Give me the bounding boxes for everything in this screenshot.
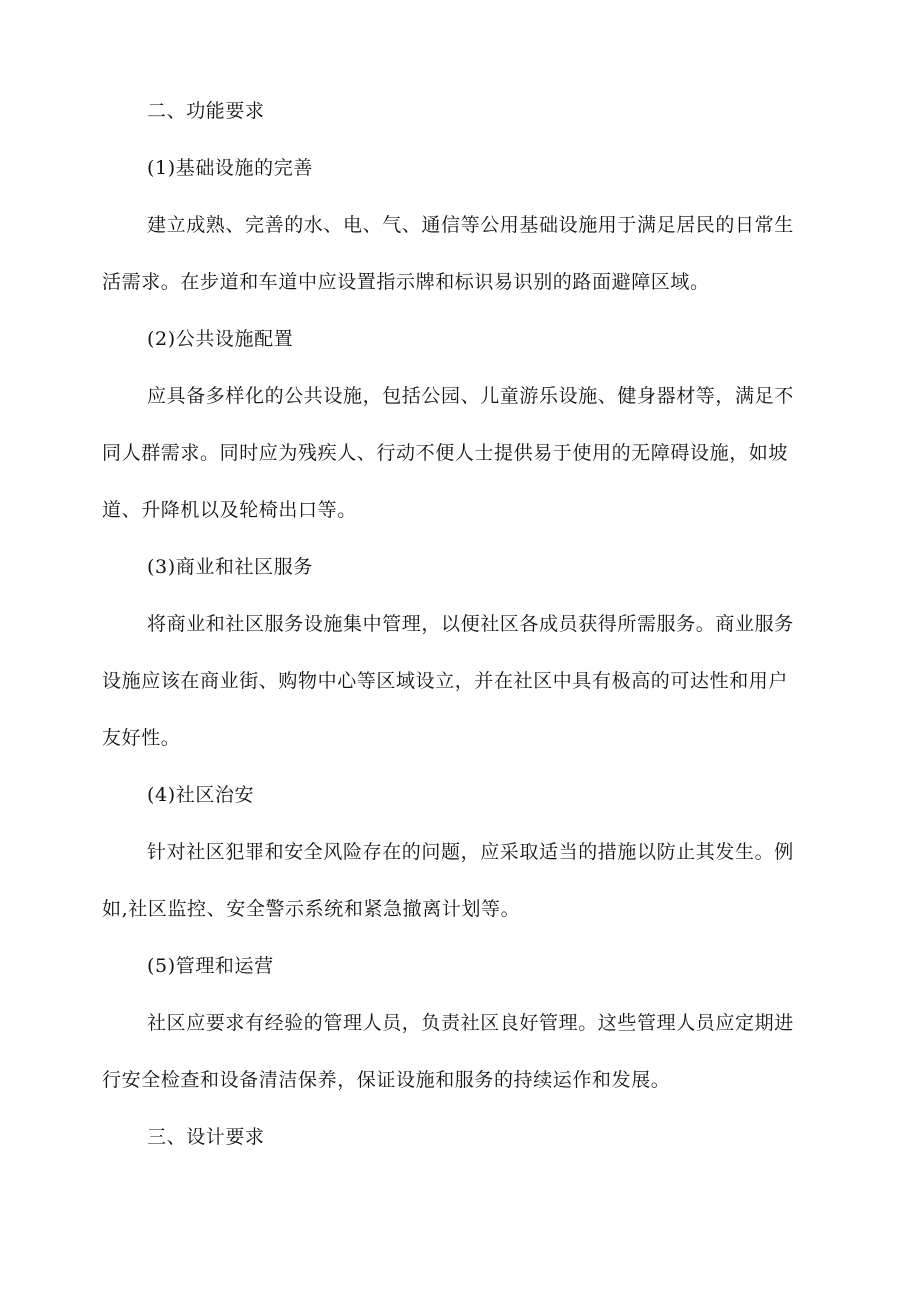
paragraph-commercial-line-1: 将商业和社区服务设施集中管理，以便社区各成员获得所需服务。商业服务 bbox=[147, 613, 794, 635]
subheading-community-security: (4)社区治安 bbox=[147, 784, 255, 806]
paragraph-infrastructure-line-2: 活需求。在步道和车道中应设置指示牌和标识易识别的路面避障区域。 bbox=[102, 271, 710, 293]
paragraph-infrastructure-line-1: 建立成熟、完善的水、电、气、通信等公用基础设施用于满足居民的日常生 bbox=[147, 214, 794, 236]
section-heading-design-requirements: 三、设计要求 bbox=[147, 1126, 265, 1148]
section-heading-functional-requirements: 二、功能要求 bbox=[147, 100, 265, 122]
subheading-public-facilities: (2)公共设施配置 bbox=[147, 328, 294, 350]
paragraph-public-facilities-line-2: 同人群需求。同时应为残疾人、行动不便人士提供易于使用的无障碍设施，如坡 bbox=[102, 442, 789, 464]
paragraph-public-facilities-line-1: 应具备多样化的公共设施，包括公园、儿童游乐设施、健身器材等，满足不 bbox=[147, 385, 794, 407]
paragraph-security-line-1: 针对社区犯罪和安全风险存在的问题，应采取适当的措施以防止其发生。例 bbox=[147, 841, 794, 863]
subheading-infrastructure: (1)基础设施的完善 bbox=[147, 157, 313, 179]
paragraph-commercial-line-3: 友好性。 bbox=[102, 727, 181, 749]
paragraph-management-line-2: 行安全检查和设备清洁保养，保证设施和服务的持续运作和发展。 bbox=[102, 1069, 671, 1091]
subheading-management-operations: (5)管理和运营 bbox=[147, 955, 274, 977]
paragraph-management-line-1: 社区应要求有经验的管理人员，负责社区良好管理。这些管理人员应定期进 bbox=[147, 1012, 794, 1034]
subheading-commercial-community-services: (3)商业和社区服务 bbox=[147, 556, 313, 578]
document-body bbox=[102, 88, 822, 1171]
paragraph-security-line-2: 如,社区监控、安全警示系统和紧急撤离计划等。 bbox=[102, 898, 521, 920]
paragraph-commercial-line-2: 设施应该在商业街、购物中心等区域设立，并在社区中具有极高的可达性和用户 bbox=[102, 670, 789, 692]
paragraph-public-facilities-line-3: 道、升降机以及轮椅出口等。 bbox=[102, 499, 357, 521]
